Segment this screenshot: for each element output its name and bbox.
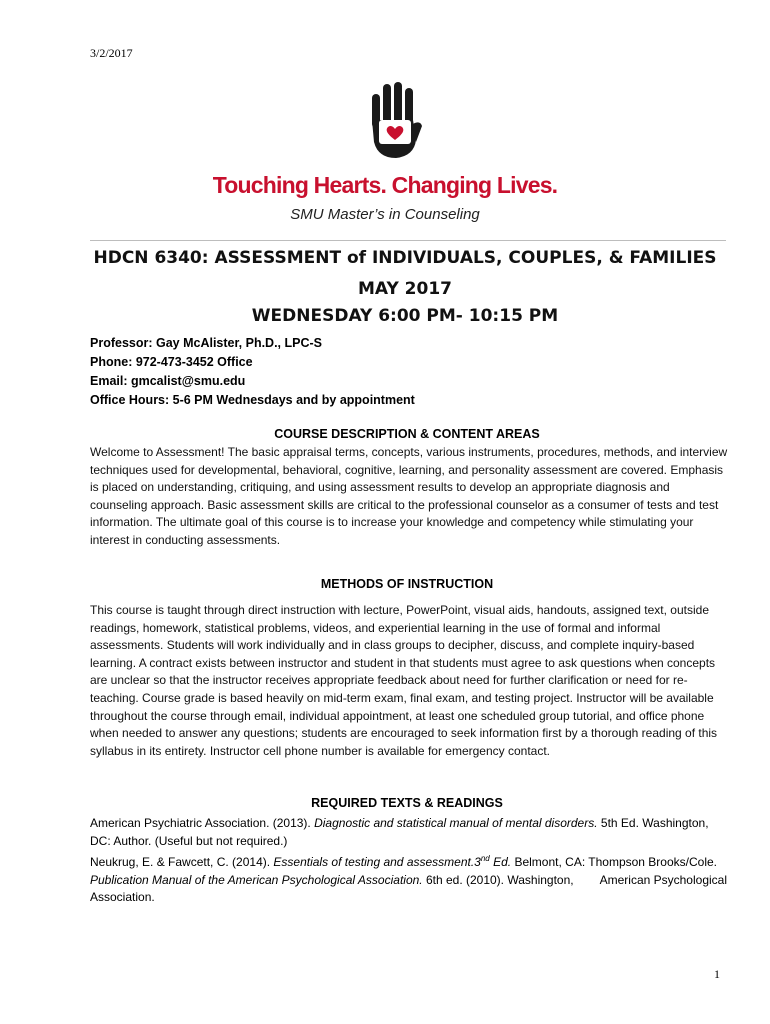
reference-3-publisher: American Psychological Association.	[90, 872, 727, 905]
methods-heading: METHODS OF INSTRUCTION	[320, 577, 494, 591]
header-divider	[90, 240, 726, 241]
contact-block	[90, 334, 415, 410]
description-heading: COURSE DESCRIPTION & CONTENT AREAS	[274, 427, 540, 441]
course-title: HDCN 6340: ASSESSMENT of INDIVIDUALS, COUPLES, & FAMILIES	[93, 248, 717, 268]
reference-item	[90, 850, 730, 872]
brand-subline: SMU Master’s in Counseling	[290, 206, 480, 223]
brand-tagline: Touching Hearts. Changing Lives.	[212, 172, 558, 198]
hand-heart-icon	[364, 80, 424, 160]
reference-3-edition: 6th ed. (2010). Washington,	[422, 872, 574, 887]
description-section	[90, 444, 730, 550]
page-number: 1	[714, 967, 720, 981]
document-date: 3/2/2017	[90, 46, 133, 60]
description-text: Welcome to Assessment! The basic appraisal terms, concepts, various instruments, procedures, methods, and interview techniques used for developmental, behavioral, cognitive, learning, and personality assessment are covered. Emphasis is placed on understanding, critiquing, and using assessment results to develop an appropriate diagnosis and counseling approach. Basic assessment skills are critical to the professional counselor as a consumer of tests and test information. The ultimate goal of this course is to increase your knowledge and competency while stimulating your interest in conducting assessments.	[90, 445, 728, 547]
professor-line: Professor: Gay McAlister, Ph.D., LPC-S	[90, 336, 323, 350]
reference-3-title: Publication Manual of the American Psychological Association.	[90, 872, 423, 887]
reference-item	[90, 872, 730, 907]
email-line: Email: gmcalist@smu.edu	[90, 374, 246, 388]
reference-item	[90, 815, 730, 850]
methods-section	[90, 602, 730, 760]
course-term: MAY 2017	[358, 279, 452, 299]
reference-2-publisher: Belmont, CA: Thompson Brooks/Cole.	[511, 855, 717, 870]
phone-line: Phone: 972-473-3452 Office	[90, 355, 253, 369]
office-hours-line: Office Hours: 5-6 PM Wednesdays and by appointment	[90, 393, 415, 407]
references-list	[90, 815, 730, 907]
reference-1-author: American Psychiatric Association. (2013).	[90, 816, 315, 830]
course-meeting-time: WEDNESDAY 6:00 PM- 10:15 PM	[251, 306, 559, 326]
reference-2-author: Neukrug, E. & Fawcett, C. (2014).	[90, 855, 274, 870]
methods-text: This course is taught through direct instruction with lecture, PowerPoint, visual aids, handouts, assigned text, outside readings, homework, statistical problems, videos, and experiential learning in the use of formal and informal assessments. Students will work individually and in class groups to decipher, discuss, and complete inquiry-based learning. A contract exists between instructor and student in that students must agree to ask questions when concepts are unclear so that the instructor receives appropriate feedback about need for further clarification or need for re-teaching. Course grade is based heavily on mid-term exam, final exam, and testing project. Instructor will be available throughout the course through email, individual appointment, at least one scheduled group tutorial, and office phone when needed to answer any questions; students are encouraged to seek information first by a thorough reading of this syllabus in its entirety. Instructor cell phone number is available for emergency contact.	[90, 603, 718, 758]
reference-1-publisher: 5th Ed. Washington, DC: Author. (Useful but not required.)	[90, 816, 709, 848]
reference-2-title: Essentials of testing and assessment.3nd Ed.	[273, 854, 512, 870]
reference-1-title: Diagnostic and statistical manual of mental disorders.	[314, 816, 598, 830]
texts-heading: REQUIRED TEXTS & READINGS	[311, 796, 503, 810]
